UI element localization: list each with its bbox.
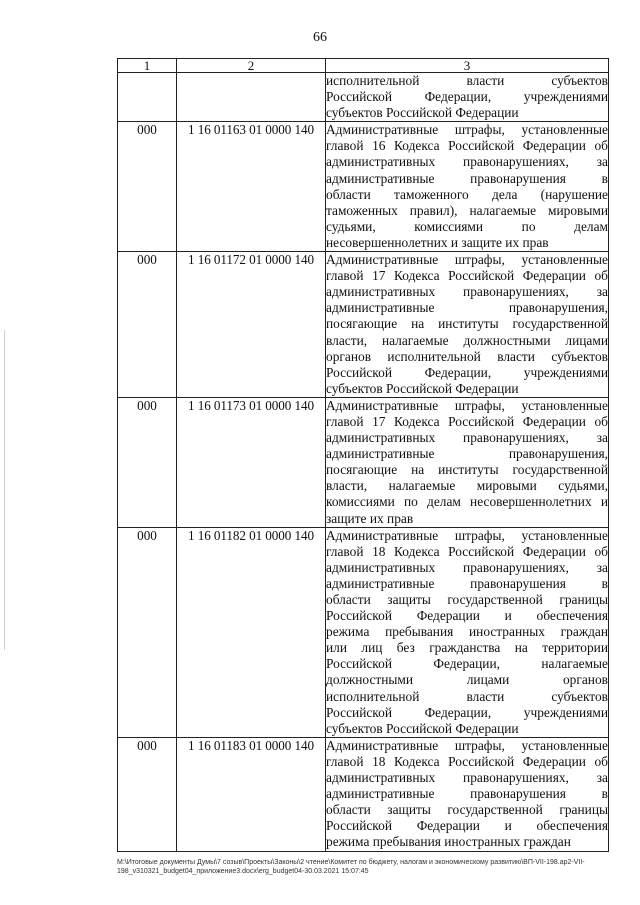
cell-description — [326, 527, 609, 737]
footer-line: M:\Итоговые документы Думы\7 созыв\Проекты\Законы\2 чтение\Комитет по бюджету, налогам и экономическому развитию\ВП-VII-198.ap2-VII- — [117, 859, 585, 866]
description-line: Российской Федерации и обеспечения — [326, 818, 608, 834]
header-col-3: 3 — [326, 59, 609, 73]
description-line: Административные штрафы, установленные — [326, 252, 608, 268]
description-line: главой 17 Кодекса Российской Федерации об — [326, 413, 608, 429]
footer-line: 198_v310321_budget04_приложение3.docx\erg_budget04-30.03.2021 15:07:45 — [117, 867, 369, 875]
cell-admin: 000 — [118, 527, 177, 737]
description-line: административные правонарушения, — [326, 446, 608, 462]
description-line: несовершеннолетних и защите их прав — [326, 234, 549, 250]
cell-admin — [118, 73, 177, 122]
table-row — [118, 737, 609, 851]
table-row — [118, 122, 609, 252]
description-line: Российской Федерации и обеспечения — [326, 608, 608, 624]
description-line: Российской Федерации, налагаемые — [326, 656, 608, 672]
description-line: главой 18 Кодекса Российской Федерации об — [326, 753, 608, 769]
budget-table — [117, 58, 609, 852]
continuation-row — [118, 73, 609, 122]
description-line: Административные штрафы, установленные — [326, 737, 608, 753]
margin-rule — [4, 330, 5, 650]
table-row — [118, 397, 609, 527]
description-line: Российской Федерации, учреждениями — [326, 704, 608, 720]
header-col-1: 1 — [118, 59, 177, 73]
description-line: режима пребывания иностранных граждан — [326, 834, 571, 850]
description-line: или лиц без гражданства на территории — [326, 640, 608, 656]
description-line: административных правонарушениях, за — [326, 430, 608, 446]
cell-kbk: 1 16 01163 01 0000 140 — [177, 122, 326, 252]
cell-kbk: 1 16 01182 01 0000 140 — [177, 527, 326, 737]
description-line: режима пребывания иностранных граждан — [326, 624, 608, 640]
cell-kbk: 1 16 01172 01 0000 140 — [177, 252, 326, 398]
cell-kbk — [177, 73, 326, 122]
cell-admin: 000 — [118, 737, 177, 851]
file-path-footer — [117, 859, 612, 876]
description-line: Административные штрафы, установленные — [326, 527, 608, 543]
description-line: Российской Федерации, учреждениями — [326, 89, 608, 105]
description-line: комиссиями по делам несовершеннолетних и — [326, 494, 608, 510]
description-line: административных правонарушениях, за — [326, 154, 608, 170]
description-line: власти, налагаемые должностными лицами — [326, 332, 608, 348]
description-line: должностными лицами органов — [326, 672, 608, 688]
description-line: Административные штрафы, установленные — [326, 122, 608, 138]
description-line: Административные штрафы, установленные — [326, 397, 608, 413]
cell-description — [326, 737, 609, 851]
description-line: административные правонарушения в — [326, 786, 608, 802]
description-line: области защиты государственной границы — [326, 592, 608, 607]
description-line: исполнительной власти субъектов — [326, 688, 608, 704]
description-line: области таможенного дела (нарушение — [326, 186, 608, 202]
description-line: посягающие на институты государственной — [326, 462, 608, 478]
description-line: субъектов Российской Федерации — [326, 380, 519, 396]
description-line: административных правонарушениях, за — [326, 559, 608, 575]
cell-description — [326, 73, 609, 122]
cell-admin: 000 — [118, 397, 177, 527]
description-line: административные правонарушения, — [326, 300, 608, 316]
description-line: судьями, комиссиями по делам — [326, 218, 608, 234]
header-col-2: 2 — [177, 59, 326, 73]
cell-admin: 000 — [118, 122, 177, 252]
description-line: главой 16 Кодекса Российской Федерации об — [326, 138, 608, 154]
description-line: административных правонарушениях, за — [326, 770, 608, 786]
table-header-row — [118, 59, 609, 73]
description-line: посягающие на институты государственной — [326, 316, 608, 332]
description-line: таможенных правил), налагаемые мировыми — [326, 202, 608, 218]
description-line: органов исполнительной власти субъектов — [326, 348, 608, 364]
description-line: главой 18 Кодекса Российской Федерации об — [326, 543, 608, 559]
description-line: Российской Федерации, учреждениями — [326, 364, 608, 380]
cell-admin: 000 — [118, 252, 177, 398]
description-line: административные правонарушения в — [326, 170, 608, 186]
cell-description — [326, 397, 609, 527]
cell-kbk: 1 16 01183 01 0000 140 — [177, 737, 326, 851]
cell-description — [326, 252, 609, 398]
description-line: власти, налагаемые мировыми судьями, — [326, 478, 608, 494]
description-line: защите их прав — [326, 510, 414, 526]
table-row — [118, 527, 609, 737]
description-line: административных правонарушениях, за — [326, 284, 608, 300]
table-row — [118, 252, 609, 398]
description-line: исполнительной власти субъектов — [326, 73, 608, 88]
description-line: субъектов Российской Федерации — [326, 105, 519, 121]
description-line: главой 17 Кодекса Российской Федерации об — [326, 268, 608, 284]
page-number: 66 — [313, 30, 327, 45]
description-line: административные правонарушения в — [326, 575, 608, 591]
cell-description — [326, 122, 609, 252]
description-line: области защиты государственной границы — [326, 802, 608, 818]
description-line: субъектов Российской Федерации — [326, 720, 519, 736]
cell-kbk: 1 16 01173 01 0000 140 — [177, 397, 326, 527]
